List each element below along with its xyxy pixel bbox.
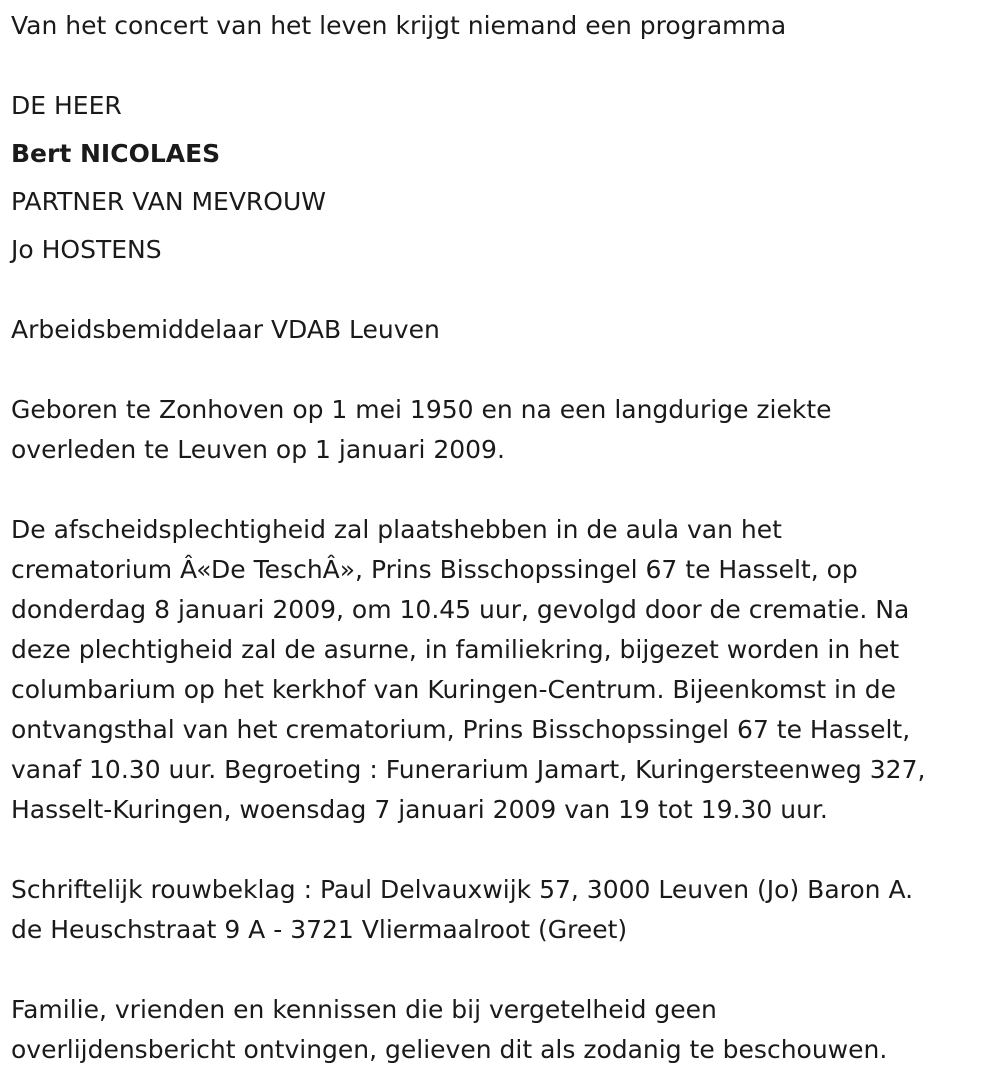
condolence-line: de Heuschstraat 9 A - 3721 Vliermaalroot (Greet) [11,915,628,944]
birth-death-line: Geboren te Zonhoven op 1 mei 1950 en na een langdurige ziekte [11,395,832,424]
birth-death-line: overleden te Leuven op 1 januari 2009. [11,435,505,464]
partner-name: Jo HOSTENS [11,235,162,264]
deceased-name: Bert NICOLAES [11,139,221,168]
motto: Van het concert van het leven krijgt niemand een programma [11,11,787,40]
ceremony-line: crematorium Â«De TeschÂ», Prins Bisschopssingel 67 te Hasselt, op [11,555,858,584]
closing-line: Familie, vrienden en kennissen die bij vergetelheid geen [11,995,717,1024]
ceremony-line: columbarium op het kerkhof van Kuringen-Centrum. Bijeenkomst in de [11,675,897,704]
closing-line: overlijdensbericht ontvingen, gelieven dit als zodanig te beschouwen. [11,1035,888,1064]
ceremony-line: donderdag 8 januari 2009, om 10.45 uur, gevolgd door de crematie. Na [11,595,910,624]
condolence-line: Schriftelijk rouwbeklag : Paul Delvauxwijk 57, 3000 Leuven (Jo) Baron A. [11,875,914,904]
ceremony-line: ontvangsthal van het crematorium, Prins Bisschopssingel 67 te Hasselt, [11,715,911,744]
title-prefix: DE HEER [11,91,122,120]
occupation: Arbeidsbemiddelaar VDAB Leuven [11,315,440,344]
ceremony-line: De afscheidsplechtigheid zal plaatshebben in de aula van het [11,515,782,544]
relation-label: PARTNER VAN MEVROUW [11,187,327,216]
ceremony-line: deze plechtigheid zal de asurne, in familiekring, bijgezet worden in het [11,635,900,664]
ceremony-line: Hasselt-Kuringen, woensdag 7 januari 2009 van 19 tot 19.30 uur. [11,795,828,824]
ceremony-line: vanaf 10.30 uur. Begroeting : Funerarium Jamart, Kuringersteenweg 327, [11,755,926,784]
